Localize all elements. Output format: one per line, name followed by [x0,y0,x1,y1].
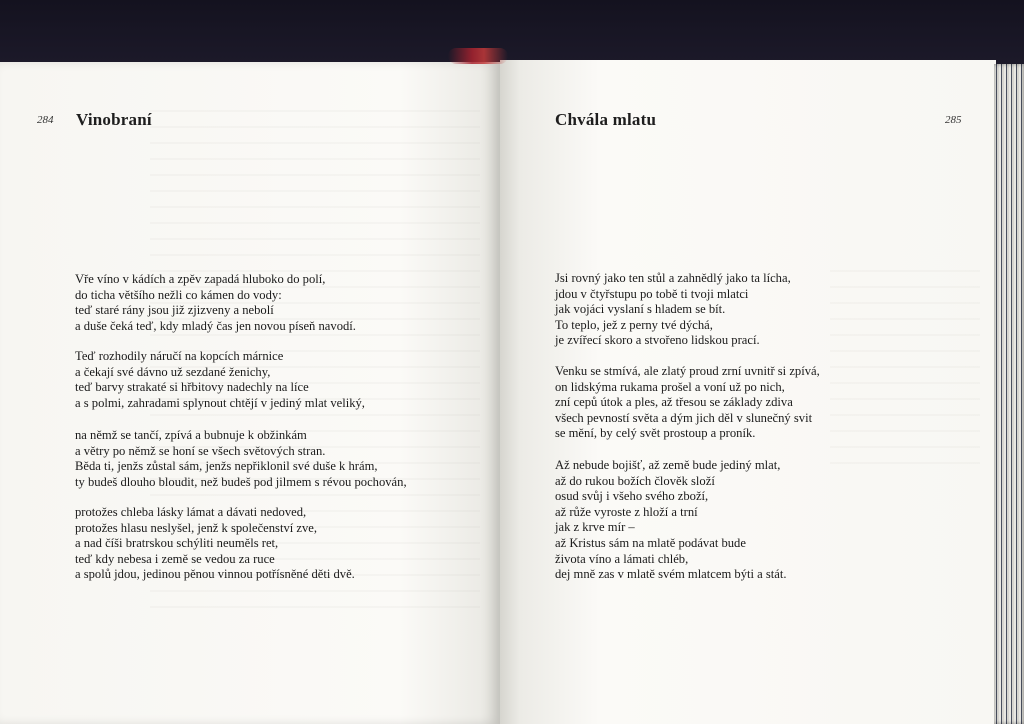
verse-line: To teplo, jež z perny tvé dýchá, [555,317,713,332]
verse-line: a duše čeká teď, kdy mladý čas jen novou píseň navodí. [75,318,356,333]
verse-line: na němž se tančí, zpívá a bubnuje k obžinkám [75,428,307,442]
verse-line: jak z krve mír – [555,520,635,535]
verse-line: až růže vyroste z hloží a trní [555,504,698,519]
verse-line: jdou v čtyřstupu po tobě ti tvoji mlatci [555,286,749,301]
verse-line: Venku se stmívá, ale zlatý proud zrní uvnitř si zpívá, [555,364,820,378]
verse-line: a spolů jdou, jedinou pěnou vinnou potřísněné děti dvě. [75,567,355,582]
stanza-left-3 [75,428,407,490]
stanza-right-1 [555,271,791,349]
verse-line: je zvířecí skoro a stvořeno lidskou prací. [555,333,760,348]
bookmark-ribbon [448,48,508,64]
verse-line: do ticha většího nežli co kámen do vody: [75,287,282,302]
verse-line: všech pevností světa a dým jich děl v slunečný svit [555,410,813,425]
page-number-right: 285 [945,114,962,126]
verse-line: ty budeš dlouho bloudit, než budeš pod jilmem s révou pochován, [75,474,407,489]
poem-title-left: Vinobraní [76,110,152,129]
verse-line: a čekají své dávno už sezdané ženichy, [75,364,271,379]
verse-line: života víno a lámati chléb, [555,551,689,566]
verse-line: zní cepů útok a ples, až třesou se základy zdiva [555,395,793,410]
verse-line: teď staré rány jsou již zjizveny a nebolí [75,303,274,318]
verse-line: až do rukou božích člověk složí [555,473,715,488]
stanza-left-4 [75,505,355,583]
verse-line: Vře víno v kádích a zpěv zapadá hluboko do polí, [75,272,326,286]
verse-line: on lidskýma rukama prošel a voní už po nich, [555,379,785,394]
verse-line: jak vojáci vyslaní s hladem se bít. [555,302,726,317]
verse-line: až Kristus sám na mlatě podávat bude [555,535,746,550]
stanza-right-2 [555,364,820,442]
show-through-texture-right [830,270,980,470]
verse-line: Běda ti, jenžs zůstal sám, jenžs nepřiklonil své duše k hrám, [75,459,378,474]
poem-title-right: Chvála mlatu [555,110,657,129]
page-edges [994,64,1024,724]
verse-line: se mění, by celý svět prostoup a proník. [555,426,756,441]
verse-line: Až nebude bojišť, až země bude jediný mlat, [555,458,781,472]
verse-line: protožes chleba lásky lámat a dávati nedoved, [75,505,307,519]
verse-line: dej mně zas v mlatě svém mlatcem býti a stát. [555,567,787,582]
verse-line: teď barvy strakaté si hřbitovy nadechly na líce [75,380,309,395]
stanza-right-3 [555,458,787,583]
stanza-left-1 [75,272,356,334]
verse-line: a s polmi, zahradami splynout chtějí v jediný mlat veliký, [75,395,365,410]
verse-line: Teď rozhodily náručí na kopcích márnice [75,349,284,363]
verse-line: a větry po němž se honí se všech světových stran. [75,443,326,458]
verse-line: a nad číši bratrskou schýliti neuměls ret, [75,536,279,551]
verse-line: teď kdy nebesa i země se vedou za ruce [75,551,275,566]
page-number-left: 284 [37,114,54,126]
verse-line: Jsi rovný jako ten stůl a zahnědlý jako ta lícha, [555,271,791,285]
verse-line: protožes hlasu neslyšel, jenž k společenství zve, [75,520,318,535]
verse-line: osud svůj i všeho svého zboží, [555,489,709,504]
stanza-left-2 [75,349,365,411]
